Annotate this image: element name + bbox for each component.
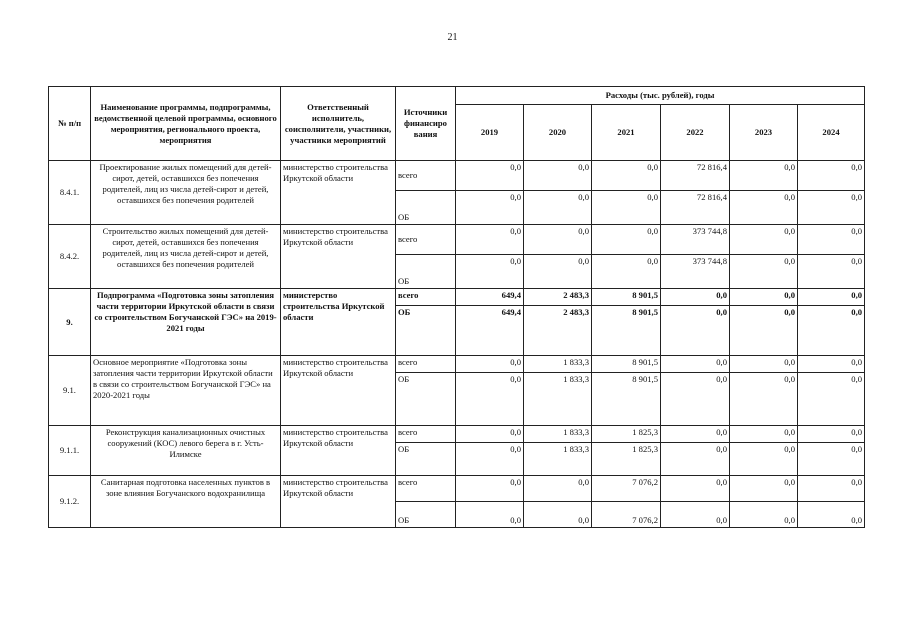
expense-value: 0,0 <box>798 443 865 476</box>
expense-value: 8 901,5 <box>592 289 661 306</box>
expense-value: 0,0 <box>730 476 798 502</box>
expense-value: 0,0 <box>661 426 730 443</box>
header-source: Источники финансиро вания <box>396 87 456 161</box>
row-title: Основное мероприятие «Подготовка зоны затопления части территории Иркутской области в связи со строительством Богучанской ГЭС» на 2020-2021 годы <box>91 356 281 426</box>
expense-value: 0,0 <box>592 255 661 289</box>
expense-value: 0,0 <box>730 255 798 289</box>
expense-value: 0,0 <box>798 161 865 191</box>
expense-value: 0,0 <box>730 426 798 443</box>
table-row <box>49 225 865 255</box>
expense-value: 649,4 <box>456 289 524 306</box>
expense-value: 0,0 <box>730 191 798 225</box>
header-name: Наименование программы, подпрограммы, ведомственной целевой программы, основного мероприятия, регионального проекта, мероприятия <box>91 87 281 161</box>
header-year: 2020 <box>524 105 592 161</box>
header-year: 2022 <box>661 105 730 161</box>
table-row <box>49 289 865 306</box>
expense-value: 0,0 <box>661 476 730 502</box>
row-number: 9.1.2. <box>49 476 91 528</box>
header-expenses: Расходы (тыс. рублей), годы <box>456 87 865 105</box>
expense-value: 0,0 <box>798 225 865 255</box>
expense-value: 0,0 <box>524 161 592 191</box>
expense-value: 0,0 <box>592 191 661 225</box>
expense-value: 0,0 <box>730 161 798 191</box>
expense-value: 0,0 <box>661 289 730 306</box>
expense-value: 0,0 <box>524 476 592 502</box>
row-number: 9. <box>49 289 91 356</box>
funding-source: всего <box>396 161 456 191</box>
funding-source: всего <box>396 289 456 306</box>
expense-value: 0,0 <box>524 191 592 225</box>
expense-value: 0,0 <box>592 161 661 191</box>
expense-value: 1 833,3 <box>524 373 592 426</box>
header-num: № п/п <box>49 87 91 161</box>
budget-table <box>48 86 865 528</box>
row-executor: министерство строительства Иркутской области <box>281 161 396 225</box>
expense-value: 0,0 <box>456 426 524 443</box>
expense-value: 0,0 <box>456 161 524 191</box>
funding-source: ОБ <box>396 443 456 476</box>
funding-source: всего <box>396 356 456 373</box>
expense-value: 0,0 <box>730 225 798 255</box>
expense-value: 0,0 <box>798 191 865 225</box>
row-title: Реконструкция канализационных очистных сооружений (КОС) левого берега в г. Усть-Илимске <box>91 426 281 476</box>
row-executor: министерство строительства Иркутской области <box>281 356 396 426</box>
expense-value: 1 833,3 <box>524 426 592 443</box>
expense-value: 0,0 <box>798 255 865 289</box>
row-title: Проектирование жилых помещений для детей-сирот, детей, оставшихся без попечения родителей, лиц из числа детей-сирот и детей, оставшихся без попечения родителей <box>91 161 281 225</box>
row-executor: министерство строительства Иркутской области <box>281 289 396 356</box>
row-title: Санитарная подготовка населенных пунктов в зоне влияния Богучанского водохранилища <box>91 476 281 528</box>
funding-source: всего <box>396 225 456 255</box>
row-title: Строительство жилых помещений для детей-сирот, детей, оставшихся без попечения родителей, лиц из числа детей-сирот и детей, оставшихся без попечения родителей <box>91 225 281 289</box>
header-year: 2021 <box>592 105 661 161</box>
header-year: 2019 <box>456 105 524 161</box>
expense-value: 649,4 <box>456 306 524 356</box>
row-title: Подпрограмма «Подготовка зоны затопления части территории Иркутской области в связи со строительством Богучанской ГЭС» на 2019-2021 годы <box>91 289 281 356</box>
row-number: 9.1. <box>49 356 91 426</box>
row-number: 8.4.1. <box>49 161 91 225</box>
expense-value: 0,0 <box>798 289 865 306</box>
expense-value: 0,0 <box>456 255 524 289</box>
expense-value: 0,0 <box>661 356 730 373</box>
row-executor: министерство строительства Иркутской области <box>281 426 396 476</box>
header-year: 2024 <box>798 105 865 161</box>
funding-source: ОБ <box>396 306 456 356</box>
expense-value: 0,0 <box>798 502 865 528</box>
expense-value: 0,0 <box>456 356 524 373</box>
table-row <box>49 161 865 191</box>
expense-value: 0,0 <box>798 356 865 373</box>
expense-value: 0,0 <box>524 225 592 255</box>
expense-value: 0,0 <box>592 225 661 255</box>
row-number: 9.1.1. <box>49 426 91 476</box>
row-executor: министерство строительства Иркутской области <box>281 225 396 289</box>
expense-value: 0,0 <box>730 356 798 373</box>
row-executor: министерство строительства Иркутской области <box>281 476 396 528</box>
expense-value: 0,0 <box>798 476 865 502</box>
expense-value: 0,0 <box>661 373 730 426</box>
expense-value: 8 901,5 <box>592 306 661 356</box>
expense-value: 0,0 <box>456 225 524 255</box>
expense-value: 0,0 <box>456 502 524 528</box>
expense-value: 8 901,5 <box>592 356 661 373</box>
expense-value: 0,0 <box>524 255 592 289</box>
expense-value: 0,0 <box>730 502 798 528</box>
expense-value: 0,0 <box>456 443 524 476</box>
expense-value: 373 744,8 <box>661 255 730 289</box>
expense-value: 1 825,3 <box>592 443 661 476</box>
expense-value: 0,0 <box>798 373 865 426</box>
funding-source: всего <box>396 476 456 502</box>
expense-value: 2 483,3 <box>524 289 592 306</box>
table-row <box>49 426 865 443</box>
funding-source: ОБ <box>396 373 456 426</box>
expense-value: 0,0 <box>798 426 865 443</box>
expense-value: 2 483,3 <box>524 306 592 356</box>
page-number: 21 <box>447 32 458 43</box>
expense-value: 0,0 <box>661 443 730 476</box>
header-year: 2023 <box>730 105 798 161</box>
expense-value: 1 833,3 <box>524 443 592 476</box>
expense-value: 0,0 <box>661 502 730 528</box>
funding-source: ОБ <box>396 191 456 225</box>
expense-value: 8 901,5 <box>592 373 661 426</box>
header-executor: Ответственный исполнитель, соисполнители, участники, участники мероприятий <box>281 87 396 161</box>
expense-value: 0,0 <box>524 502 592 528</box>
expense-value: 72 816,4 <box>661 191 730 225</box>
expense-value: 1 825,3 <box>592 426 661 443</box>
funding-source: ОБ <box>396 255 456 289</box>
funding-source: ОБ <box>396 502 456 528</box>
table-row <box>49 476 865 502</box>
expense-value: 72 816,4 <box>661 161 730 191</box>
funding-source: всего <box>396 426 456 443</box>
expense-value: 7 076,2 <box>592 476 661 502</box>
expense-value: 0,0 <box>661 306 730 356</box>
expense-value: 0,0 <box>730 289 798 306</box>
expense-value: 373 744,8 <box>661 225 730 255</box>
expense-value: 1 833,3 <box>524 356 592 373</box>
expense-value: 0,0 <box>730 373 798 426</box>
expense-value: 0,0 <box>456 191 524 225</box>
expense-value: 0,0 <box>730 306 798 356</box>
expense-value: 0,0 <box>456 476 524 502</box>
expense-value: 7 076,2 <box>592 502 661 528</box>
expense-value: 0,0 <box>798 306 865 356</box>
expense-value: 0,0 <box>730 443 798 476</box>
expense-value: 0,0 <box>456 373 524 426</box>
table-row <box>49 356 865 373</box>
row-number: 8.4.2. <box>49 225 91 289</box>
